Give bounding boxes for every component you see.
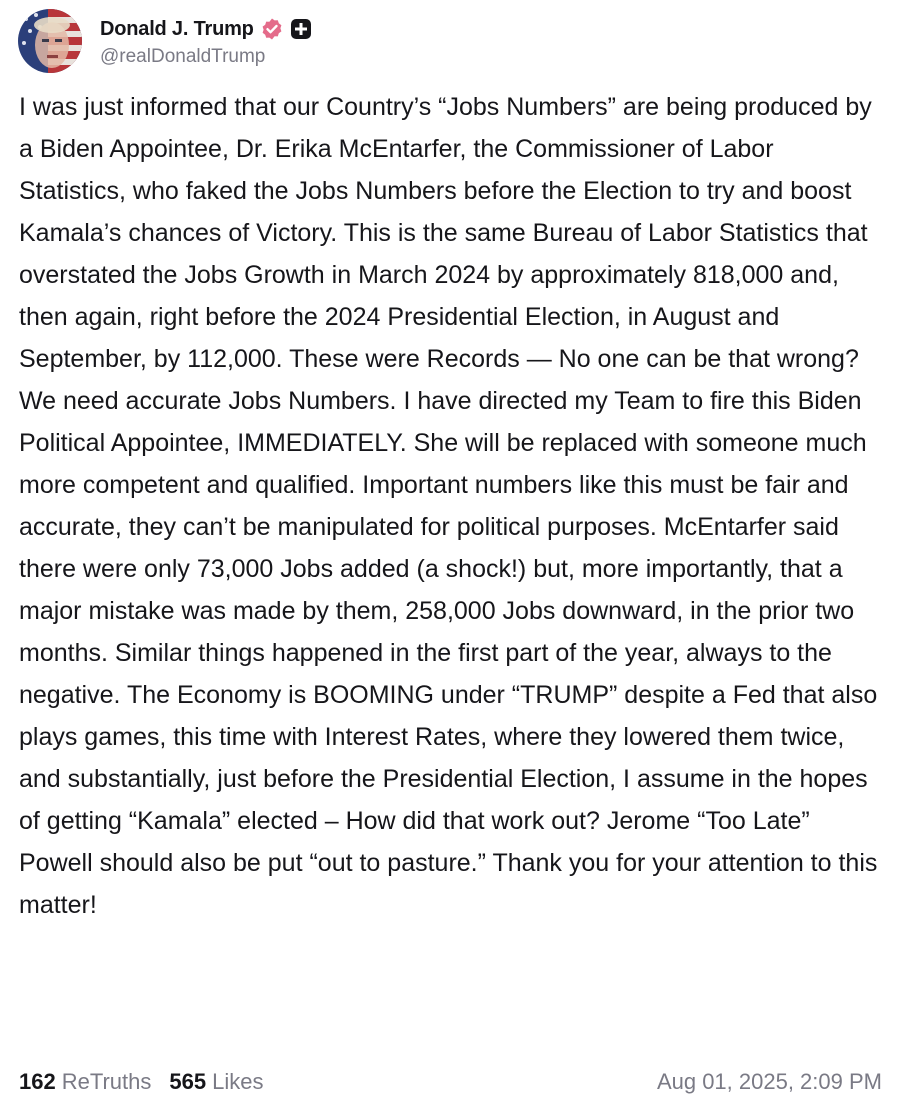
avatar-image bbox=[18, 9, 82, 73]
retruths-count[interactable]: 162 bbox=[19, 1069, 56, 1094]
retruths-label[interactable]: ReTruths bbox=[61, 1069, 152, 1094]
post-header bbox=[18, 8, 312, 74]
post-text: I was just informed that our Country’s “Jobs Numbers” are being produced by a Biden Appointee, Dr. Erika McEntarfer, the Commissioner of Labor Statistics, who faked the Jobs Numbers before the Election to try and boost Kamala’s chances of Victory. This is the same Bureau of Labor Statistics that overstated the Jobs Growth in March 2024 by approximately 818,000 and, then again, right before the 2024 Presidential Election, in August and September, by 112,000. These were Records — No one can be that wrong? We need accurate Jobs Numbers. I have directed my Team to fire this Biden Political Appointee, IMMEDIATELY. She will be replaced with someone much more competent and qualified. Important numbers like this must be fair and accurate, they can’t be manipulated for political purposes. McEntarfer said there were only 73,000 Jobs added (a shock!) but, more importantly, that a major mistake was made by them, 258,000 Jobs downward, in the prior two months. Similar things happened in the first part of the year, always to the negative. The Economy is BOOMING under “TRUMP” despite a Fed that also plays games, this time with Interest Rates, where they lowered them twice, and substantially, just before the Presidential Election, I assume in the hopes of getting “Kamala” elected – How did that work out? Jerome “Too Late” Powell should also be put “out to pasture.” Thank you for your attention to this matter! bbox=[19, 93, 878, 919]
plus-badge-icon bbox=[290, 18, 312, 40]
avatar[interactable] bbox=[18, 9, 82, 73]
post-timestamp[interactable]: Aug 01, 2025, 2:09 PM bbox=[656, 1069, 882, 1094]
post-footer bbox=[19, 1064, 882, 1100]
post-stats bbox=[19, 1069, 263, 1095]
name-row bbox=[100, 14, 312, 44]
author-info bbox=[100, 14, 312, 68]
likes-label[interactable]: Likes bbox=[212, 1069, 264, 1094]
verified-badge-icon bbox=[260, 17, 284, 41]
author-handle[interactable]: @realDonaldTrump bbox=[100, 46, 266, 67]
likes-count[interactable]: 565 bbox=[169, 1069, 207, 1094]
author-display-name[interactable]: Donald J. Trump bbox=[100, 17, 254, 40]
